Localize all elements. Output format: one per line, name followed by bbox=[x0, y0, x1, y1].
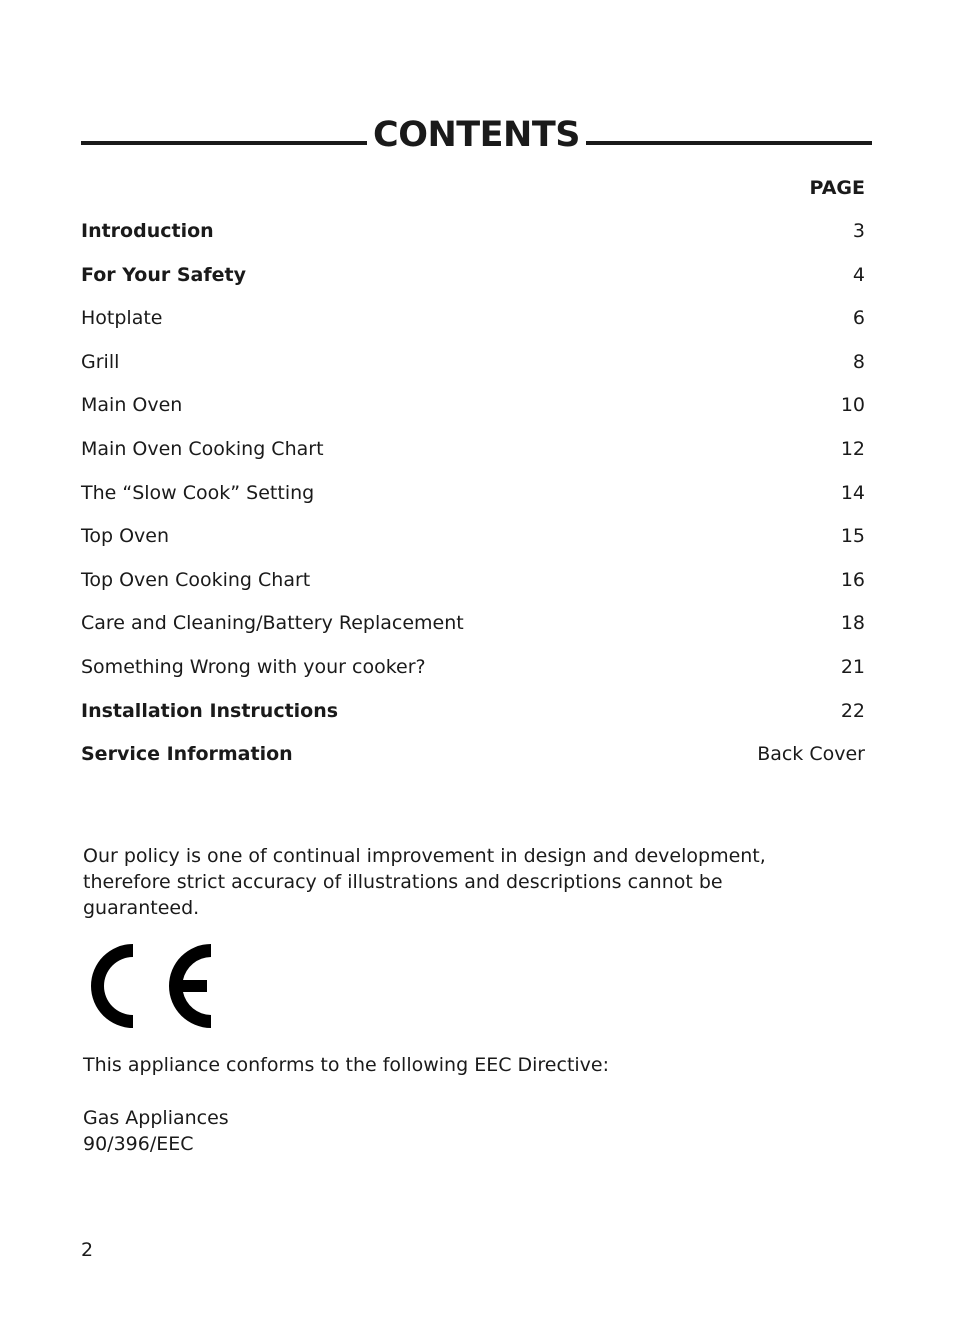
toc-entry-page: 3 bbox=[852, 220, 865, 242]
toc-entry-page: 12 bbox=[840, 437, 865, 460]
policy-statement bbox=[83, 843, 783, 921]
toc-entry bbox=[81, 219, 865, 263]
toc-entry bbox=[81, 350, 865, 394]
toc-entry-label: Hotplate bbox=[81, 307, 163, 330]
toc-entry-page: 15 bbox=[840, 525, 865, 548]
toc-entry-label: Main Oven bbox=[81, 394, 183, 417]
toc-entry bbox=[81, 263, 865, 307]
toc-entry-label: Grill bbox=[81, 350, 120, 373]
policy-line: therefore strict accuracy of illustrations and descriptions cannot be bbox=[83, 871, 723, 893]
title-rule-left bbox=[81, 141, 367, 145]
toc-entry-page: Back Cover bbox=[757, 743, 865, 766]
toc-entry-page: 6 bbox=[852, 307, 865, 330]
toc-entry-label: Service Information bbox=[81, 743, 293, 766]
policy-line: Our policy is one of continual improvement in design and development, bbox=[83, 845, 766, 867]
toc-entry-label: Main Oven Cooking Chart bbox=[81, 437, 324, 460]
directive-details bbox=[83, 1105, 229, 1157]
toc-entry-label: Installation Instructions bbox=[81, 699, 339, 722]
toc-entry bbox=[81, 742, 865, 786]
toc-entry bbox=[81, 655, 865, 699]
toc-entry bbox=[81, 699, 865, 743]
toc-entry-page: 8 bbox=[852, 350, 865, 373]
toc-entry-page: 18 bbox=[840, 612, 865, 635]
title-rule-right bbox=[586, 141, 872, 145]
toc-entry-label: Introduction bbox=[81, 220, 214, 242]
directive-name: Gas Appliances bbox=[83, 1107, 229, 1129]
toc-entry bbox=[81, 481, 865, 525]
directive-code: 90/396/EEC bbox=[83, 1133, 194, 1155]
page-column-header: PAGE bbox=[809, 177, 865, 199]
toc-entry-page: 21 bbox=[840, 655, 865, 678]
toc-entry-label: The “Slow Cook” Setting bbox=[81, 481, 315, 504]
toc-entry bbox=[81, 393, 865, 437]
toc-entry-label: Top Oven Cooking Chart bbox=[81, 568, 311, 591]
toc-entry bbox=[81, 568, 865, 612]
toc-entry-label: Care and Cleaning/Battery Replacement bbox=[81, 612, 464, 635]
toc-entry bbox=[81, 437, 865, 481]
toc-entry-label: Top Oven bbox=[81, 525, 170, 548]
directive-statement: This appliance conforms to the following EEC Directive: bbox=[83, 1054, 610, 1076]
toc-entry-page: 14 bbox=[840, 481, 865, 504]
toc-entry bbox=[81, 306, 865, 350]
policy-line: guaranteed. bbox=[83, 897, 200, 919]
table-of-contents bbox=[81, 219, 865, 786]
page-title: CONTENTS bbox=[373, 115, 580, 155]
toc-entry-page: 10 bbox=[840, 394, 865, 417]
toc-entry-label: For Your Safety bbox=[81, 263, 246, 286]
contents-title-row bbox=[81, 112, 872, 158]
toc-entry bbox=[81, 611, 865, 655]
toc-entry-page: 4 bbox=[852, 263, 865, 286]
ce-mark-icon bbox=[83, 941, 213, 1031]
toc-entry bbox=[81, 524, 865, 568]
toc-entry-page: 16 bbox=[840, 568, 865, 591]
toc-entry-label: Something Wrong with your cooker? bbox=[81, 655, 426, 678]
page-number: 2 bbox=[81, 1239, 94, 1261]
toc-entry-page: 22 bbox=[840, 699, 865, 722]
